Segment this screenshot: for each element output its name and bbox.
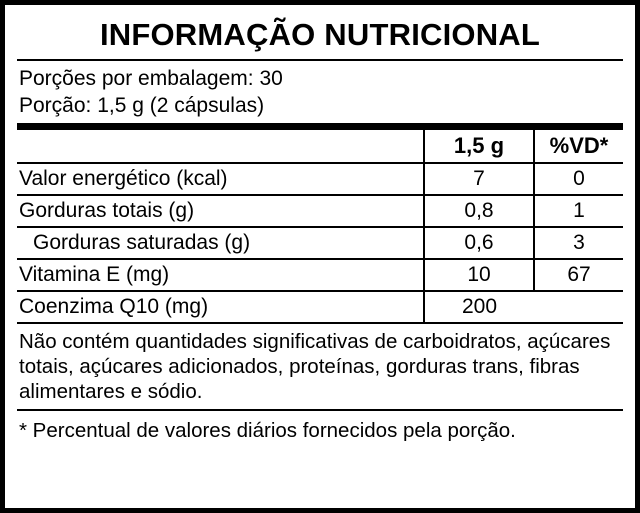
serving-info [17, 61, 623, 123]
row-dv: 3 [534, 227, 623, 259]
row-dv [534, 291, 623, 322]
table-row [17, 163, 623, 195]
table-row [17, 227, 623, 259]
page-title: INFORMAÇÃO NUTRICIONAL [99, 17, 541, 52]
row-dv: 1 [534, 195, 623, 227]
table-row [17, 259, 623, 291]
header-nutrient [17, 130, 424, 163]
row-name: Gorduras totais (g) [17, 195, 424, 227]
row-amount: 10 [424, 259, 534, 291]
row-dv: 0 [534, 163, 623, 195]
row-amount: 7 [424, 163, 534, 195]
serving-size: Porção: 1,5 g (2 cápsulas) [19, 94, 265, 117]
row-name: Vitamina E (mg) [17, 259, 424, 291]
table-row [17, 291, 623, 322]
table-row [17, 195, 623, 227]
row-amount: 200 [424, 291, 534, 322]
row-amount: 0,8 [424, 195, 534, 227]
header-amount: 1,5 g [424, 130, 534, 163]
daily-value-footnote: * Percentual de valores diários fornecidos pela porção. [19, 419, 516, 442]
servings-per-package: Porções por embalagem: 30 [19, 67, 283, 90]
nutrition-table [17, 130, 623, 322]
header-dv: %VD* [534, 130, 623, 163]
divider-above-table [17, 123, 623, 130]
table-header-row [17, 130, 623, 163]
row-name: Gorduras saturadas (g) [17, 227, 424, 259]
row-name: Valor energético (kcal) [17, 163, 424, 195]
row-dv: 67 [534, 259, 623, 291]
row-amount: 0,6 [424, 227, 534, 259]
row-name: Coenzima Q10 (mg) [17, 291, 424, 322]
not-significant-note: Não contém quantidades significativas de carboidratos, açúcares totais, açúcares adicionados, proteínas, gorduras trans, fibras alimentares e sódio. [19, 330, 611, 403]
